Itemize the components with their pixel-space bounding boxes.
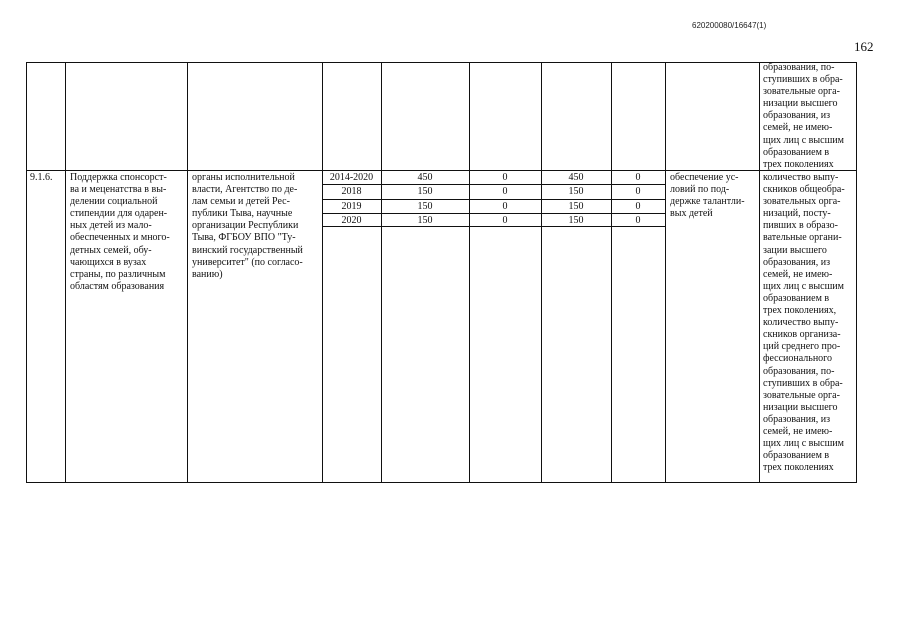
activity-line: обеспеченных и много- [70,232,170,244]
funding-other: 0 [635,201,641,212]
indicator-line: количество выпу- [763,317,839,329]
table-border-top [26,62,857,63]
indicator-line: образованием в [763,292,830,304]
indicator-line: зации высшего [763,244,827,256]
executor-line: университет" (по согласо- [192,256,303,268]
indicator-line: щих лиц с высшим [763,134,844,146]
activity-line: Поддержка спонсорст- [70,172,167,183]
continued-indicator-cell [763,62,855,171]
funding-republic: 450 [568,172,584,183]
indicator-line: образования, по- [763,365,835,377]
funding-other: 0 [635,215,641,226]
executor-line: органы исполнительной [192,172,295,183]
funding-total: 450 [417,172,433,183]
indicator-line: семей, не имею- [763,122,833,134]
indicator-line: образования, по- [763,62,835,73]
funding-other: 0 [635,186,641,197]
funding-other: 0 [635,172,641,183]
indicators-cell [763,172,855,474]
indicator-line: количество выпу- [763,172,839,183]
indicator-line: образования, из [763,256,831,268]
funding-federal: 0 [502,215,508,226]
indicator-line: фессионального [763,353,833,365]
indicator-line: скников организа- [763,329,841,341]
column-divider [611,62,612,483]
activity-line: ных детей из мало- [70,220,152,232]
activity-cell [70,172,186,293]
document-id: 620200080/16647(1) [692,21,767,30]
funding-total: 150 [417,201,433,212]
indicator-line: низаций, посту- [763,208,831,220]
row-divider [26,170,857,171]
executor-line: ванию) [192,268,223,280]
funding-row-divider [322,226,665,227]
activity-line: детных семей, обу- [70,244,152,256]
column-divider [381,62,382,483]
indicator-line: низации высшего [763,401,838,413]
activity-line: стипендии для одарен- [70,208,168,220]
funding-row-divider [322,199,665,200]
executor-line: винский государственный [192,244,303,256]
indicator-line: вательные органи- [763,232,842,244]
funding-republic: 150 [568,215,584,226]
column-divider [759,62,760,483]
result-line: вых детей [670,208,713,220]
funding-period: 2018 [341,186,362,197]
indicator-line: зовательные орга- [763,389,840,401]
executor-line: организации Республики [192,220,299,232]
executor-line: лам семьи и детей Рес- [192,196,290,208]
funding-total: 150 [417,215,433,226]
indicator-line: образованием в [763,146,830,158]
indicator-line: семей, не имею- [763,268,833,280]
activity-line: страны, по различным [70,268,166,280]
page-number: 162 [854,39,874,54]
funding-row-divider [322,213,665,214]
indicator-line: семей, не имею- [763,425,833,437]
indicator-line: зовательные орга- [763,86,840,98]
column-divider [469,62,470,483]
indicator-line: скников общеобра- [763,184,845,196]
table-border-right [856,62,857,483]
indicator-line: трех поколениях [763,158,834,170]
activity-line: ва и меценатства в вы- [70,184,167,196]
executors-cell [192,172,322,281]
table-border-bottom [26,482,857,483]
indicator-line: ступивших в обра- [763,74,843,86]
indicator-line: образованием в [763,450,830,462]
funding-federal: 0 [502,201,508,212]
column-divider [187,62,188,483]
funding-period: 2014-2020 [329,172,374,183]
indicator-line: трех поколениях [763,462,834,474]
result-line: ловий по под- [670,184,730,196]
funding-republic: 150 [568,186,584,197]
executor-line: Тыва, ФГБОУ ВПО "Ту- [192,232,296,244]
row-number: 9.1.6. [30,172,53,183]
executor-line: власти, Агентство по де- [192,184,298,196]
result-line: держке талантли- [670,196,745,208]
funding-federal: 0 [502,186,508,197]
funding-federal: 0 [502,172,508,183]
indicator-line: ступивших в обра- [763,377,843,389]
indicator-line: щих лиц с высшим [763,438,844,450]
indicator-line: образования, из [763,413,831,425]
funding-period: 2020 [341,215,362,226]
indicator-line: ций среднего про- [763,341,841,353]
indicator-line: образования, из [763,110,831,122]
activity-line: областям образования [70,280,165,292]
table-border-left [26,62,27,483]
indicator-line: низации высшего [763,98,838,110]
column-divider [665,62,666,483]
indicator-line: трех поколениях, [763,305,837,317]
executor-line: публики Тыва, научные [192,208,293,220]
funding-period: 2019 [341,201,362,212]
indicator-line: зовательных орга- [763,196,841,208]
column-divider [541,62,542,483]
activity-line: чающихся в вузах [70,256,147,268]
column-divider [322,62,323,483]
funding-row-divider [322,184,665,185]
indicator-line: щих лиц с высшим [763,280,844,292]
result-cell [670,172,758,220]
indicator-line: пивших в образо- [763,220,838,232]
funding-total: 150 [417,186,433,197]
result-line: обеспечение ус- [670,172,739,183]
funding-republic: 150 [568,201,584,212]
activity-line: делении социальной [70,196,158,208]
column-divider [65,62,66,483]
